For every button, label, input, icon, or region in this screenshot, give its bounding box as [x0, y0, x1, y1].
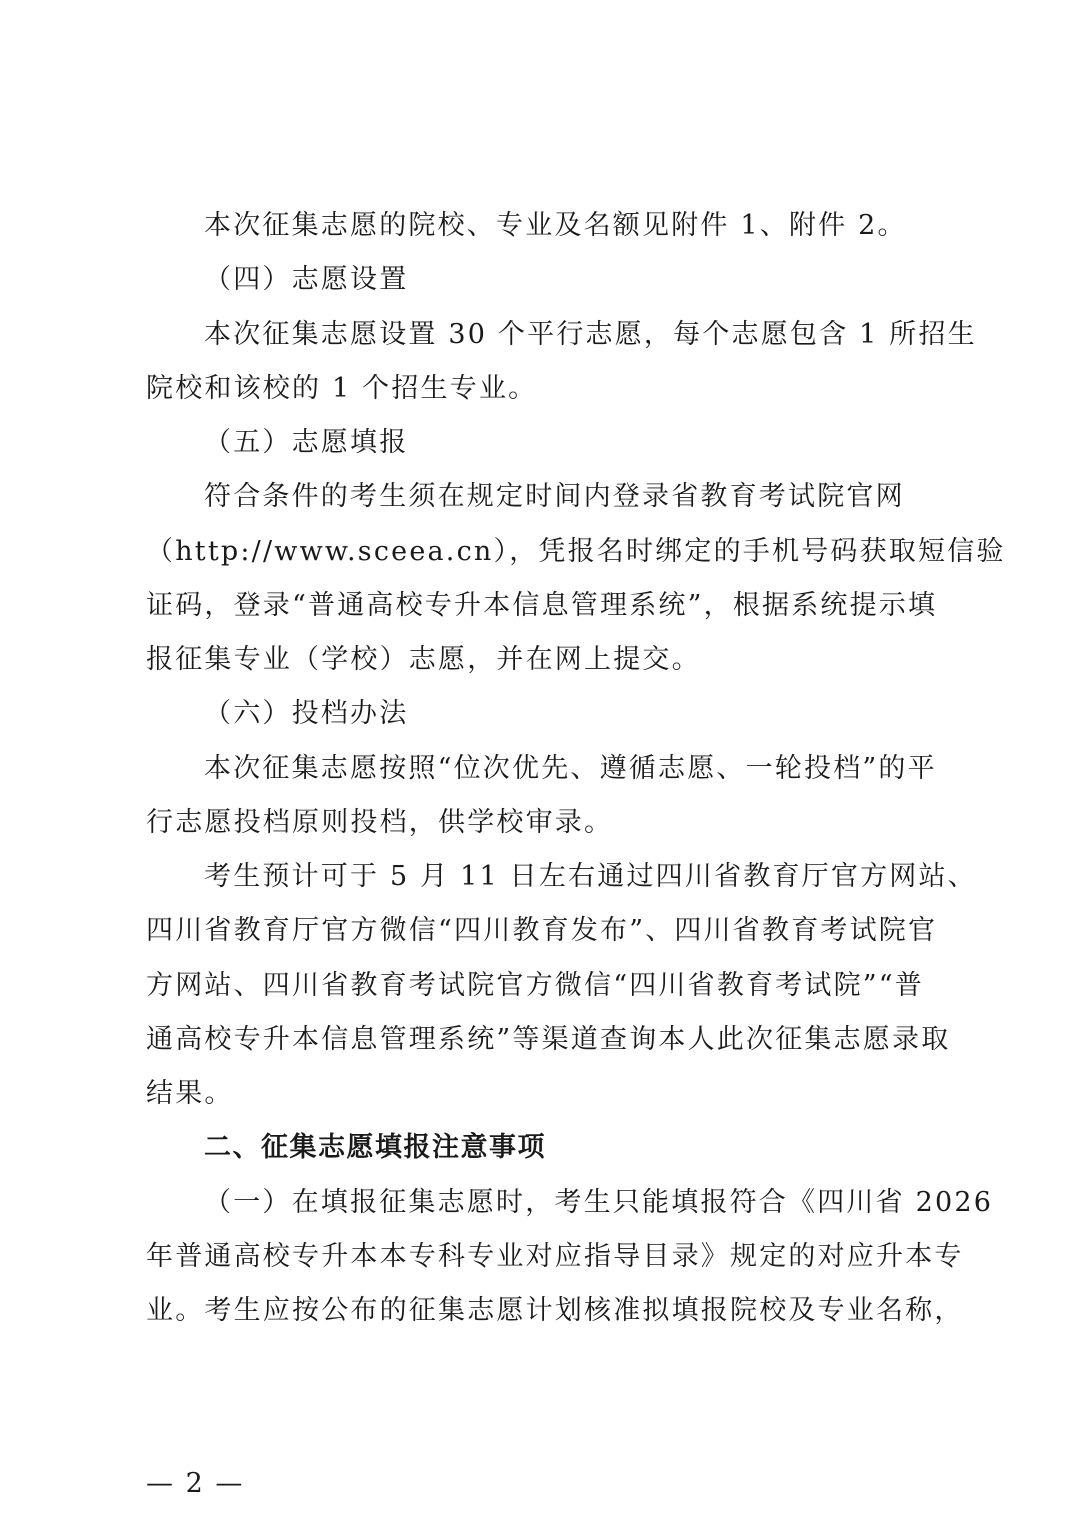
paragraph-line: 通高校专升本信息管理系统”等渠道查询本人此次征集志愿录取: [146, 1024, 951, 1055]
section-heading-5: （五）志愿填报: [204, 427, 409, 458]
paragraph-line: （一）在填报征集志愿时，考生只能填报符合《四川省 2026: [204, 1187, 994, 1218]
paragraph-line: （http://www.sceea.cn），凭报名时绑定的手机号码获取短信验: [146, 536, 1006, 567]
paragraph-line: 本次征集志愿设置 30 个平行志愿，每个志愿包含 1 所招生: [204, 319, 977, 350]
paragraph-line: 业。考生应按公布的征集志愿计划核准拟填报院校及专业名称，: [146, 1295, 964, 1326]
section-heading-2: 二、征集志愿填报注意事项: [204, 1132, 546, 1163]
section-heading-4: （四）志愿设置: [204, 264, 409, 295]
paragraph-line: 考生预计可于 5 月 11 日左右通过四川省教育厅官方网站、: [204, 861, 977, 892]
paragraph-line: 本次征集志愿的院校、专业及名额见附件 1、附件 2。: [204, 210, 907, 241]
paragraph-line: 行志愿投档原则投档，供学校审录。: [146, 807, 614, 838]
paragraph-line: 结果。: [146, 1078, 234, 1109]
paragraph-line: 院校和该校的 1 个招生专业。: [146, 373, 538, 404]
paragraph-line: 四川省教育厅官方微信“四川教育发布”、四川省教育考试院官: [146, 915, 938, 946]
paragraph-line: 报征集专业（学校）志愿，并在网上提交。: [146, 644, 701, 675]
paragraph-line: 证码，登录“普通高校专升本信息管理系统”，根据系统提示填: [146, 590, 938, 621]
section-heading-6: （六）投档办法: [204, 698, 409, 729]
paragraph-line: 符合条件的考生须在规定时间内登录省教育考试院官网: [204, 481, 905, 512]
paragraph-line: 本次征集志愿按照“位次优先、遵循志愿、一轮投档”的平: [204, 753, 937, 784]
paragraph-line: 年普通高校专升本本专科专业对应指导目录》规定的对应升本专: [146, 1241, 964, 1272]
paragraph-line: 方网站、四川省教育考试院官方微信“四川省教育考试院”“普: [146, 970, 925, 1001]
page-number: — 2 —: [146, 1468, 245, 1499]
